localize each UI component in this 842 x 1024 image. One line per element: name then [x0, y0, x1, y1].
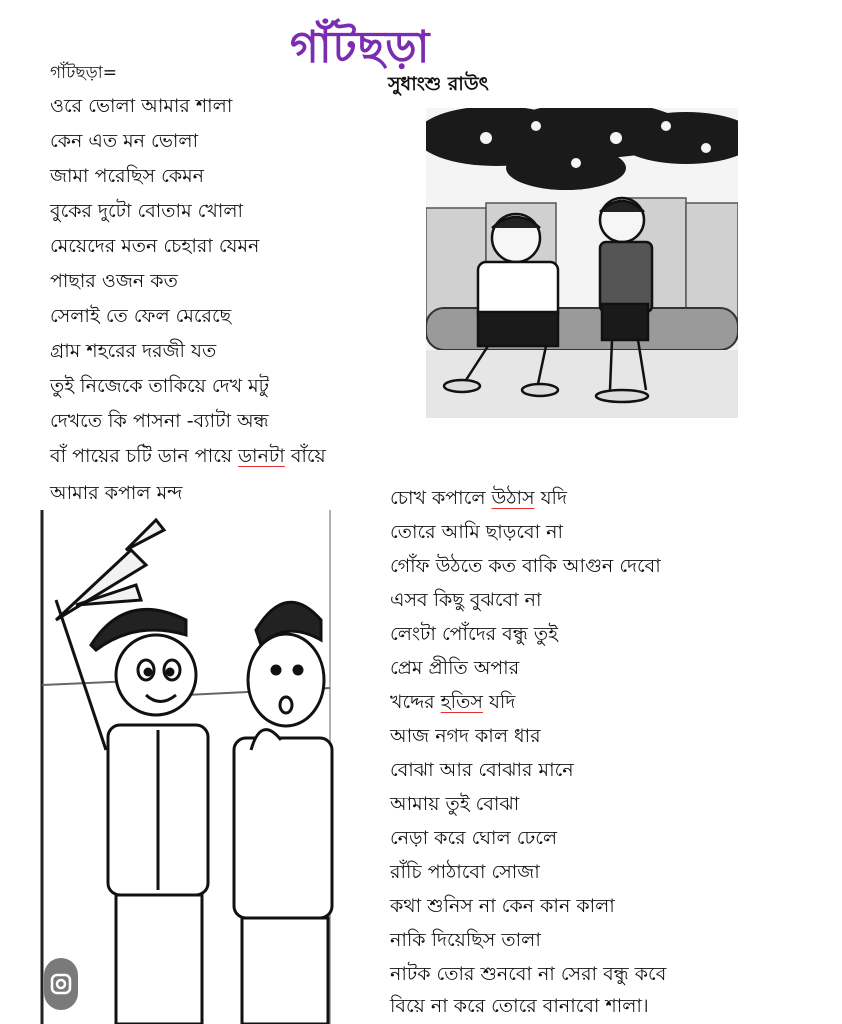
poem-line: দেখতে কি পাসনা -ব্যাটা অন্ধ	[50, 410, 269, 432]
poem-line: বোঝা আর বোঝার মানে	[390, 759, 574, 781]
poem-line: সেলাই তে ফেল মেরেছে	[50, 305, 232, 327]
poem-line: গোঁফ উঠতে কত বাকি আগুন দেবো	[390, 555, 661, 577]
poem-line: লেংটা পোঁদের বন্ধু তুই	[390, 623, 558, 645]
poem-line: নাটক তোর শুনবো না সেরা বন্ধু কবে	[390, 963, 667, 985]
poem-line: কথা শুনিস না কেন কান কালা	[390, 895, 615, 917]
poem-line: গ্রাম শহরের দরজী যত	[50, 340, 217, 362]
poem-line: এসব কিছু বুঝবো না	[390, 589, 542, 611]
poem-line: তোরে আমি ছাড়বো না	[390, 521, 563, 543]
author-name: সুধাংশু রাউৎ	[388, 73, 489, 95]
illustration-boys-under-tree	[426, 108, 738, 418]
line-text: যদি	[482, 691, 516, 713]
poem-title: গাঁটছড়া	[290, 22, 431, 73]
subheading: গাঁটছড়া=	[50, 63, 117, 83]
poem-line: প্রেম প্রীতি অপার	[390, 657, 520, 679]
poem-line: কেন এত মন ভোলা	[50, 130, 199, 152]
poem-line: মেয়েদের মতন চেহারা যেমন	[50, 235, 260, 257]
poem-line: পাছার ওজন কত	[50, 270, 178, 292]
spellcheck-underlined-word: হতিস	[440, 691, 483, 713]
poem-line: রাঁচি পাঠাবো সোজা	[390, 861, 540, 883]
poem-line: আমায় তুই বোঝা	[390, 793, 520, 815]
lens-badge[interactable]	[44, 958, 78, 1010]
spellcheck-underlined-word: উঠাস	[491, 487, 535, 509]
poem-line	[390, 688, 515, 720]
poem-line: বুকের দুটো বোতাম খোলা	[50, 200, 244, 222]
poem-line: নেড়া করে ঘোল ঢেলে	[390, 827, 557, 849]
poem-line: নাকি দিয়েছিস তালা	[390, 929, 541, 951]
poem-line: আজ নগদ কাল ধার	[390, 725, 541, 747]
poem-line: বিয়ে না করে তোরে বানাবো শালা।	[390, 995, 649, 1017]
poem-line: জামা পরেছিস কেমন	[50, 165, 205, 187]
cartoon-tree-scene	[426, 108, 738, 418]
line-text: চোখ কপালে	[390, 487, 492, 509]
poem-line	[50, 442, 326, 474]
poem-line	[390, 484, 567, 516]
line-text: খদ্দের	[390, 691, 441, 713]
cartoon-paper-plane-scene	[36, 510, 336, 1024]
poem-line: আমার কপাল মন্দ	[50, 482, 183, 504]
spellcheck-underlined-word: ডানটা	[238, 445, 285, 467]
poem-line: ওরে ভোলা আমার শালা	[50, 95, 233, 117]
illustration-boys-paper-plane	[36, 510, 336, 1024]
line-text: বাঁ পায়ের চটি ডান পায়ে	[50, 445, 239, 467]
lens-icon	[50, 973, 72, 995]
poem-line: তুই নিজেকে তাকিয়ে দেখ মটু	[50, 375, 270, 397]
line-text: বাঁয়ে	[284, 445, 326, 467]
line-text: যদি	[534, 487, 567, 509]
